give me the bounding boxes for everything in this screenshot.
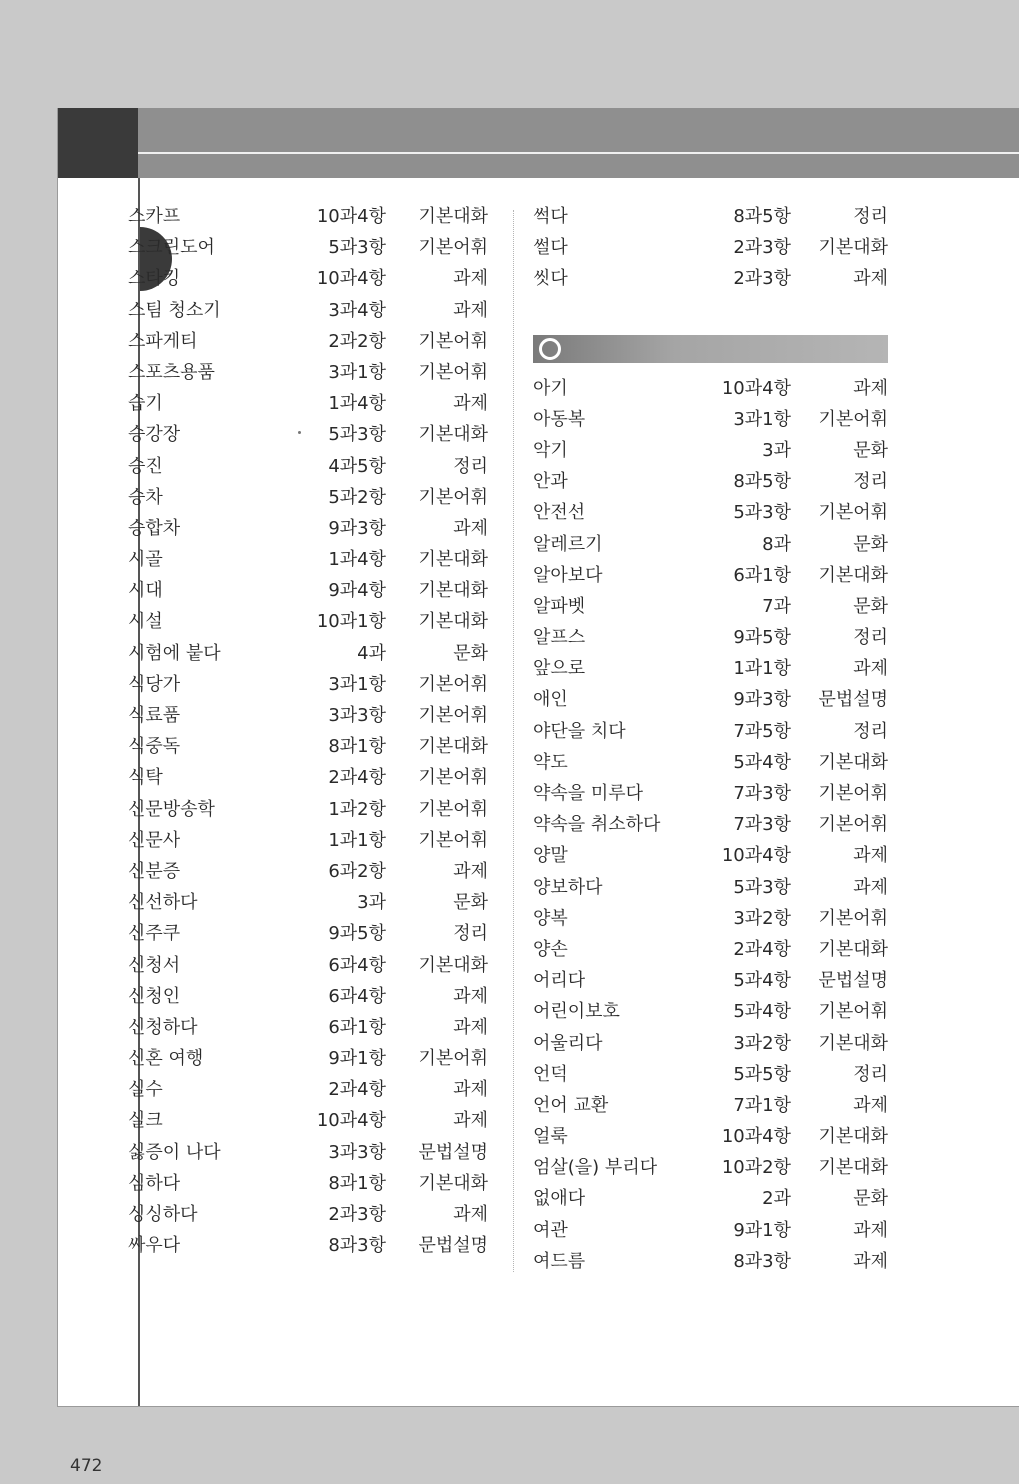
entry-category: 기본대화 <box>418 611 488 633</box>
entry-category: 정리 <box>853 720 888 742</box>
entry-lesson-ref: 10과4항 <box>316 1110 386 1132</box>
entry-word: 승합차 <box>128 517 181 539</box>
index-entry <box>128 295 488 326</box>
entry-word: 시설 <box>128 611 163 633</box>
entry-category: 정리 <box>453 455 488 477</box>
entry-category: 기본어휘 <box>418 237 488 259</box>
entry-word: 알파벳 <box>533 595 586 617</box>
index-entry <box>533 622 888 653</box>
index-entry <box>128 950 488 981</box>
entry-lesson-ref: 9과3항 <box>733 689 791 711</box>
entry-word: 시대 <box>128 580 163 602</box>
entry-category: 기본대화 <box>418 206 488 227</box>
entry-lesson-ref: 5과5항 <box>733 1063 791 1085</box>
index-entry <box>128 606 488 637</box>
index-entry <box>128 981 488 1012</box>
index-entry <box>128 513 488 544</box>
entry-word: 심하다 <box>128 1172 181 1194</box>
entry-word: 식탁 <box>128 767 163 789</box>
header-bar <box>138 108 1019 178</box>
entry-category: 과제 <box>853 268 888 290</box>
entry-category: 기본대화 <box>818 1157 888 1179</box>
index-entry <box>533 435 888 466</box>
entry-category: 기본어휘 <box>418 705 488 726</box>
index-entry <box>533 684 888 715</box>
entry-lesson-ref: 10과4항 <box>316 268 386 290</box>
index-entry <box>128 388 488 419</box>
entry-word: 얼룩 <box>533 1126 568 1148</box>
index-entry <box>533 840 888 871</box>
index-entry <box>128 638 488 669</box>
index-entry <box>533 560 888 591</box>
entry-lesson-ref: 1과4항 <box>328 549 386 571</box>
index-entry <box>128 357 488 388</box>
entry-lesson-ref: 3과4항 <box>328 299 386 321</box>
section-heading-letter <box>539 338 561 360</box>
entry-category: 정리 <box>453 923 488 945</box>
entry-word: 식료품 <box>128 705 181 726</box>
entry-lesson-ref: 6과2항 <box>328 860 386 882</box>
entry-word: 없애다 <box>533 1188 586 1210</box>
entry-word: 야단을 치다 <box>533 720 626 742</box>
entry-lesson-ref: 1과2항 <box>328 798 386 820</box>
entry-word: 애인 <box>533 689 568 711</box>
entry-category: 과제 <box>453 268 488 290</box>
entry-category: 기본어휘 <box>418 829 488 851</box>
entry-word: 언덕 <box>533 1063 568 1085</box>
index-entry <box>128 232 488 263</box>
entry-word: 알프스 <box>533 627 586 649</box>
entry-word: 알레르기 <box>533 533 603 555</box>
entry-lesson-ref: 7과 <box>762 595 791 617</box>
entry-word: 싱싱하다 <box>128 1204 198 1225</box>
entry-lesson-ref: 2과4항 <box>328 767 386 789</box>
index-column-right <box>533 201 888 1277</box>
header-rule <box>138 152 1019 154</box>
entry-word: 시골 <box>128 549 163 571</box>
entry-category: 기본어휘 <box>818 783 888 804</box>
entry-lesson-ref: 10과1항 <box>316 611 386 633</box>
entry-word: 어리다 <box>533 970 586 992</box>
entry-lesson-ref: 5과3항 <box>733 876 791 898</box>
index-entry <box>533 466 888 497</box>
header-corner-block <box>58 108 138 178</box>
entry-word: 스타킹 <box>128 268 181 290</box>
entry-word: 아기 <box>533 377 568 399</box>
entry-word: 스크린도어 <box>128 237 215 259</box>
entry-word: 씻다 <box>533 268 568 290</box>
entry-lesson-ref: 7과3항 <box>733 783 791 804</box>
entry-word: 어린이보호 <box>533 1001 620 1023</box>
entry-category: 과제 <box>453 860 488 882</box>
entry-category: 기본대화 <box>818 751 888 773</box>
entry-word: 썰다 <box>533 237 568 259</box>
index-entry <box>533 591 888 622</box>
entry-lesson-ref: 10과4항 <box>316 206 386 227</box>
entry-lesson-ref: 2과 <box>762 1188 791 1210</box>
entry-word: 양말 <box>533 845 568 867</box>
entry-word: 스포츠용품 <box>128 361 215 383</box>
entry-category: 기본어휘 <box>418 798 488 820</box>
index-entry <box>533 1121 888 1152</box>
entry-category: 과제 <box>453 985 488 1007</box>
entry-lesson-ref: 3과 <box>357 892 386 914</box>
entry-lesson-ref: 8과1항 <box>328 1172 386 1194</box>
index-entry <box>533 497 888 528</box>
index-entry <box>533 1059 888 1090</box>
entry-lesson-ref: 5과3항 <box>328 237 386 259</box>
entry-word: 여드름 <box>533 1250 586 1272</box>
entry-word: 신분증 <box>128 860 181 882</box>
index-entry <box>128 1168 488 1199</box>
entry-word: 싸우다 <box>128 1235 181 1257</box>
entry-category: 과제 <box>853 1219 888 1241</box>
entry-lesson-ref: 8과3항 <box>733 1250 791 1272</box>
entry-lesson-ref: 3과1항 <box>328 361 386 383</box>
index-entry <box>128 419 488 450</box>
index-entry <box>128 762 488 793</box>
entry-category: 과제 <box>453 517 488 539</box>
entry-lesson-ref: 9과3항 <box>328 517 386 539</box>
entry-word: 안과 <box>533 471 568 493</box>
entry-category: 문법설명 <box>818 970 888 992</box>
entry-category: 문화 <box>453 892 488 914</box>
entry-category: 과제 <box>453 1079 488 1101</box>
entry-lesson-ref: 3과2항 <box>733 907 791 929</box>
index-entry <box>128 825 488 856</box>
entry-lesson-ref: 4과 <box>357 642 386 664</box>
entry-lesson-ref: 7과5항 <box>733 720 791 742</box>
entry-word: 어울리다 <box>533 1032 603 1054</box>
column-separator <box>513 210 514 1272</box>
entry-word: 실수 <box>128 1079 163 1101</box>
entry-category: 과제 <box>853 876 888 898</box>
entry-lesson-ref: 3과2항 <box>733 1032 791 1054</box>
index-entry <box>533 1246 888 1277</box>
index-entry <box>128 263 488 294</box>
index-entry <box>533 1028 888 1059</box>
entry-category: 과제 <box>853 845 888 867</box>
entry-lesson-ref: 8과3항 <box>328 1235 386 1257</box>
entry-category: 기본어휘 <box>418 486 488 508</box>
entry-word: 엄살(을) 부리다 <box>533 1157 658 1179</box>
entry-category: 기본대화 <box>418 424 488 446</box>
entry-lesson-ref: 2과4항 <box>328 1079 386 1101</box>
entry-category: 문법설명 <box>418 1141 488 1163</box>
entry-lesson-ref: 9과5항 <box>733 627 791 649</box>
entry-category: 기본대화 <box>418 736 488 758</box>
entry-category: 기본어휘 <box>818 814 888 836</box>
index-entry <box>533 263 888 294</box>
entry-category: 기본대화 <box>818 1032 888 1054</box>
entry-category: 과제 <box>453 299 488 321</box>
entry-lesson-ref: 10과4항 <box>721 845 791 867</box>
entry-word: 승진 <box>128 455 163 477</box>
entry-category: 기본대화 <box>418 1172 488 1194</box>
entry-lesson-ref: 9과5항 <box>328 923 386 945</box>
entry-category: 과제 <box>853 1250 888 1272</box>
entry-lesson-ref: 9과1항 <box>328 1048 386 1070</box>
entry-category: 기본대화 <box>818 1126 888 1148</box>
entry-lesson-ref: 8과5항 <box>733 471 791 493</box>
index-entry <box>128 1230 488 1261</box>
entry-word: 습기 <box>128 393 163 415</box>
entry-category: 기본어휘 <box>418 361 488 383</box>
section-heading-bar <box>533 335 888 363</box>
entry-lesson-ref: 3과3항 <box>328 1141 386 1163</box>
entry-lesson-ref: 9과1항 <box>733 1219 791 1241</box>
entry-word: 약도 <box>533 751 568 773</box>
index-entry <box>128 1137 488 1168</box>
index-entry <box>533 996 888 1027</box>
entry-category: 기본대화 <box>818 938 888 960</box>
index-entry <box>128 1012 488 1043</box>
index-entry <box>533 1215 888 1246</box>
entry-lesson-ref: 8과5항 <box>733 206 791 227</box>
entry-word: 신혼 여행 <box>128 1048 204 1070</box>
entry-lesson-ref: 5과4항 <box>733 751 791 773</box>
index-entry <box>533 747 888 778</box>
entry-category: 과제 <box>453 393 488 415</box>
index-entry <box>533 965 888 996</box>
index-entry <box>533 232 888 263</box>
entry-lesson-ref: 2과4항 <box>733 938 791 960</box>
entry-word: 승강장 <box>128 424 181 446</box>
index-entry <box>128 575 488 606</box>
index-group-ss <box>533 201 888 295</box>
entry-lesson-ref: 8과 <box>762 533 791 555</box>
entry-word: 스카프 <box>128 206 181 227</box>
entry-lesson-ref: 6과4항 <box>328 985 386 1007</box>
index-entry <box>128 794 488 825</box>
entry-word: 약속을 취소하다 <box>533 814 661 836</box>
entry-lesson-ref: 1과4항 <box>328 393 386 415</box>
index-entry <box>128 326 488 357</box>
entry-lesson-ref: 9과4항 <box>328 580 386 602</box>
entry-category: 기본대화 <box>418 954 488 976</box>
index-entry <box>128 918 488 949</box>
entry-word: 신문사 <box>128 829 181 851</box>
entry-lesson-ref: 2과2항 <box>328 330 386 352</box>
entry-category: 정리 <box>853 206 888 227</box>
entry-category: 기본어휘 <box>418 1048 488 1070</box>
index-column-left <box>128 201 488 1261</box>
entry-category: 기본어휘 <box>818 907 888 929</box>
index-entry <box>533 653 888 684</box>
entry-category: 과제 <box>853 1094 888 1116</box>
index-entry <box>128 731 488 762</box>
entry-category: 기본어휘 <box>818 408 888 430</box>
index-entry <box>128 700 488 731</box>
entry-category: 문법설명 <box>418 1235 488 1257</box>
entry-category: 문화 <box>853 595 888 617</box>
index-entry <box>533 529 888 560</box>
entry-word: 시험에 붙다 <box>128 642 221 664</box>
index-entry <box>128 887 488 918</box>
entry-category: 기본어휘 <box>418 330 488 352</box>
entry-word: 신청인 <box>128 985 181 1007</box>
entry-word: 신주쿠 <box>128 923 181 945</box>
group-gap <box>533 295 888 335</box>
entry-word: 스팀 청소기 <box>128 299 221 321</box>
entry-word: 앞으로 <box>533 658 586 680</box>
entry-category: 기본대화 <box>418 549 488 571</box>
index-entry <box>533 778 888 809</box>
index-entry <box>128 1105 488 1136</box>
index-entry <box>533 903 888 934</box>
entry-category: 정리 <box>853 1063 888 1085</box>
entry-category: 문법설명 <box>818 689 888 711</box>
index-entry <box>128 1074 488 1105</box>
entry-category: 과제 <box>453 1016 488 1038</box>
index-entry <box>128 856 488 887</box>
entry-lesson-ref: 5과3항 <box>733 502 791 524</box>
index-entry <box>533 1090 888 1121</box>
entry-word: 식중독 <box>128 736 181 758</box>
entry-category: 기본대화 <box>818 564 888 586</box>
entry-category: 기본어휘 <box>418 673 488 695</box>
entry-lesson-ref: 6과4항 <box>328 954 386 976</box>
entry-lesson-ref: 7과1항 <box>733 1094 791 1116</box>
entry-lesson-ref: 6과1항 <box>328 1016 386 1038</box>
index-entry <box>533 809 888 840</box>
entry-lesson-ref: 2과3항 <box>733 237 791 259</box>
index-entry <box>128 1043 488 1074</box>
index-entry <box>128 669 488 700</box>
index-entry <box>533 716 888 747</box>
entry-lesson-ref: 5과4항 <box>733 970 791 992</box>
index-entry <box>533 934 888 965</box>
entry-lesson-ref: 7과3항 <box>733 814 791 836</box>
entry-word: 양손 <box>533 938 568 960</box>
entry-word: 실크 <box>128 1110 163 1132</box>
entry-lesson-ref: 10과4항 <box>721 1126 791 1148</box>
entry-word: 언어 교환 <box>533 1094 609 1116</box>
entry-lesson-ref: 10과2항 <box>721 1157 791 1179</box>
entry-word: 신선하다 <box>128 892 198 914</box>
index-group-ieung <box>533 373 888 1277</box>
entry-word: 약속을 미루다 <box>533 783 644 804</box>
entry-category: 문화 <box>853 533 888 555</box>
entry-lesson-ref: 3과 <box>762 439 791 461</box>
index-entry <box>128 1199 488 1230</box>
entry-word: 신청서 <box>128 954 181 976</box>
index-entry <box>533 404 888 435</box>
entry-category: 과제 <box>853 377 888 399</box>
entry-category: 과제 <box>453 1110 488 1132</box>
index-entry <box>128 201 488 232</box>
entry-category: 기본대화 <box>418 580 488 602</box>
index-entry <box>128 482 488 513</box>
index-entry <box>533 373 888 404</box>
entry-word: 양보하다 <box>533 876 603 898</box>
entry-category: 기본어휘 <box>418 767 488 789</box>
entry-category: 기본어휘 <box>818 502 888 524</box>
index-entry <box>533 201 888 232</box>
entry-word: 악기 <box>533 439 568 461</box>
entry-lesson-ref: 3과3항 <box>328 705 386 726</box>
entry-lesson-ref: 1과1항 <box>328 829 386 851</box>
entry-word: 승차 <box>128 486 163 508</box>
entry-lesson-ref: 3과1항 <box>733 408 791 430</box>
entry-lesson-ref: 2과3항 <box>328 1204 386 1225</box>
entry-word: 아동복 <box>533 408 586 430</box>
entry-category: 기본대화 <box>818 237 888 259</box>
entry-word: 썩다 <box>533 206 568 227</box>
entry-category: 과제 <box>453 1204 488 1225</box>
entry-lesson-ref: 3과1항 <box>328 673 386 695</box>
entry-word: 알아보다 <box>533 564 603 586</box>
index-entry <box>128 451 488 482</box>
entry-category: 문화 <box>453 642 488 664</box>
entry-category: 기본어휘 <box>818 1001 888 1023</box>
page-number: 472 <box>70 1456 103 1476</box>
entry-lesson-ref: 10과4항 <box>721 377 791 399</box>
entry-lesson-ref: 5과4항 <box>733 1001 791 1023</box>
entry-word: 양복 <box>533 907 568 929</box>
entry-lesson-ref: 5과2항 <box>328 486 386 508</box>
entry-lesson-ref: 8과1항 <box>328 736 386 758</box>
entry-lesson-ref: 1과1항 <box>733 658 791 680</box>
entry-category: 문화 <box>853 439 888 461</box>
entry-word: 안전선 <box>533 502 586 524</box>
entry-category: 정리 <box>853 627 888 649</box>
entry-lesson-ref: 4과5항 <box>328 455 386 477</box>
index-entry <box>533 1152 888 1183</box>
index-entry <box>533 872 888 903</box>
entry-word: 여관 <box>533 1219 568 1241</box>
entry-word: 신문방송학 <box>128 798 215 820</box>
entry-category: 문화 <box>853 1188 888 1210</box>
entry-lesson-ref: 5과3항 <box>328 424 386 446</box>
entry-word: 식당가 <box>128 673 181 695</box>
entry-lesson-ref: 2과3항 <box>733 268 791 290</box>
entry-category: 과제 <box>853 658 888 680</box>
entry-lesson-ref: 6과1항 <box>733 564 791 586</box>
entry-word: 신청하다 <box>128 1016 198 1038</box>
entry-word: 스파게티 <box>128 330 198 352</box>
entry-category: 정리 <box>853 471 888 493</box>
index-entry <box>128 544 488 575</box>
entry-word: 싫증이 나다 <box>128 1141 221 1163</box>
index-entry <box>533 1183 888 1214</box>
